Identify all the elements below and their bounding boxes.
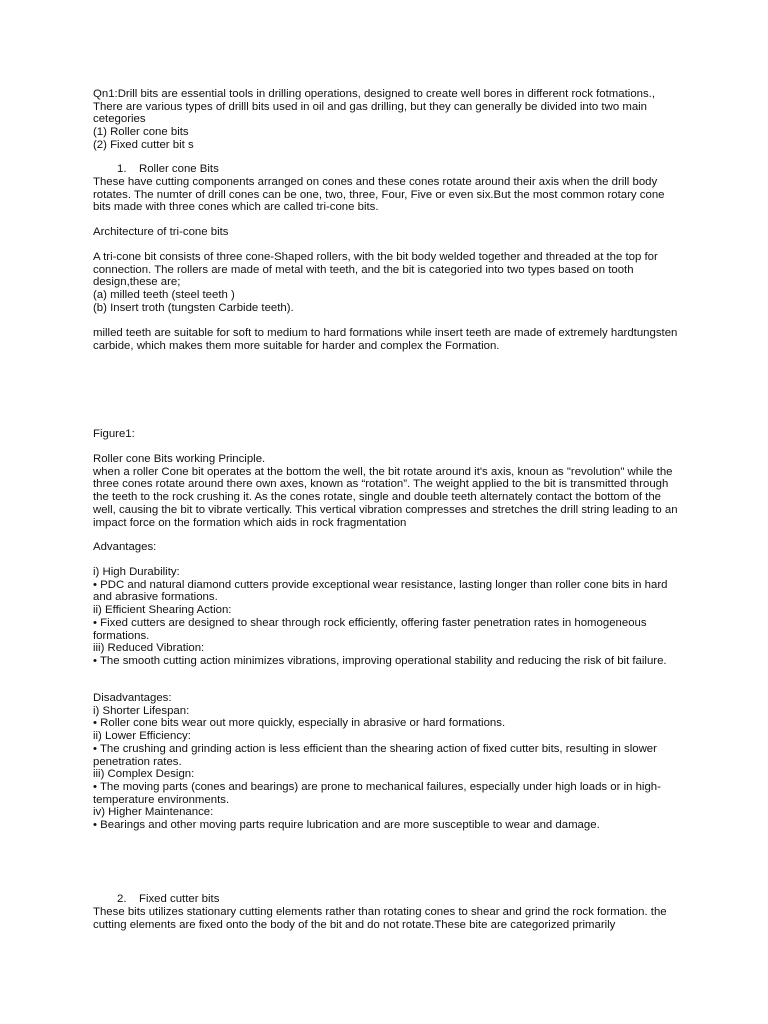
architecture-heading-block	[93, 226, 683, 239]
advantages-list	[93, 566, 683, 668]
intro-item-roller: (1) Roller cone bits	[93, 126, 189, 139]
intro-item-fixed: (2) Fixed cutter bit s	[93, 138, 194, 151]
advantage-text: • PDC and natural diamond cutters provide exceptional wear resistance, lasting longer than roller cone bits in hard and abrasive formations.	[93, 578, 668, 604]
intro-section	[93, 88, 683, 152]
advantage-text: • The smooth cutting action minimizes vibrations, improving operational stability and reducing the risk of bit failure.	[93, 654, 667, 667]
section2-paragraph: These bits utilizes stationary cutting elements rather than rotating cones to shear and grind the rock formation. the cutting elements are fixed onto the body of the bit and do not rotate.These bite are categorized primarily	[93, 906, 667, 931]
architecture-heading: Architecture of tri-cone bits	[93, 226, 229, 238]
disadvantage-text: • Bearings and other moving parts require lubrication and are more susceptible to wear and damage.	[93, 819, 600, 832]
architecture-body-2	[93, 327, 683, 352]
advantages-heading-block	[93, 541, 683, 554]
disadvantage-title: iv) Higher Maintenance:	[93, 806, 214, 819]
architecture-item-a: (a) milled teeth (steel teeth )	[93, 289, 235, 302]
disadvantage-title: iii) Complex Design:	[93, 768, 195, 781]
principle-section	[93, 453, 683, 529]
intro-paragraph: Qn1:Drill bits are essential tools in drilling operations, designed to create well bores in different rock fotmations., There are various types of drilll bits used in oil and gas drilling, but they can generally be divided into two main cetegories	[93, 88, 656, 126]
disadvantage-title: ii) Lower Efficiency:	[93, 730, 191, 743]
disadvantages-heading: Disadvantages:	[93, 692, 172, 704]
architecture-paragraph-2: milled teeth are suitable for soft to medium to hard formations while insert teeth are made of extremely hardtungsten carbide, which makes them more suitable for harder and complex the Formation.	[93, 327, 678, 352]
figure-block	[93, 428, 683, 441]
architecture-item-b: (b) Insert troth (tungsten Carbide teeth).	[93, 301, 294, 314]
principle-paragraph: when a roller Cone bit operates at the bottom the well, the bit rotate around it's axis, knoun as "revolution" while the three cones rotate around there own axes, known as “rotation”. The weight applied to the bit is transmitted through the teeth to the rock crushing it. As the cones rotate, single and double teeth alternately contact the bottom of the well, causing the bit to vibrate vertically. This vertical vibration compresses and stretches the drill string leading to an impact force on the formation which aids in rock fragmentation	[93, 465, 678, 529]
advantage-title: iii) Reduced Vibration:	[93, 642, 205, 655]
section2-number: 2.	[117, 893, 127, 905]
section1-title: Roller cone Bits	[139, 163, 219, 175]
section2-title: Fixed cutter bits	[139, 893, 220, 905]
advantage-title: i) High Durability:	[93, 566, 180, 578]
disadvantage-title: i) Shorter Lifespan:	[93, 704, 190, 717]
disadvantage-text: • The moving parts (cones and bearings) are prone to mechanical failures, especially under high loads or in high-temperature environments.	[93, 780, 661, 806]
principle-heading: Roller cone Bits working Principle.	[93, 453, 266, 465]
section1-paragraph: These have cutting components arranged on cones and these cones rotate around their axis when the drill body rotates. The numter of drill cones can be one, two, three, Four, Five or even six.But the most common rotary cone bits made with three cones which are called tri-cone bits.	[93, 176, 665, 214]
advantage-title: ii) Efficient Shearing Action:	[93, 604, 232, 617]
architecture-body	[93, 251, 683, 315]
disadvantage-text: • Roller cone bits wear out more quickly, especially in abrasive or hard formations.	[93, 717, 506, 730]
section2-heading	[117, 893, 219, 906]
section2-body	[93, 906, 683, 931]
architecture-paragraph: A tri-cone bit consists of three cone-Shaped rollers, with the bit body welded together and threaded at the top for connection. The rollers are made of metal with teeth, and the bit is categoried into two types based on tooth design,these are;	[93, 251, 658, 289]
figure-label: Figure1:	[93, 428, 135, 440]
section1-body	[93, 176, 683, 214]
advantages-heading: Advantages:	[93, 541, 157, 553]
section1-number: 1.	[117, 163, 127, 175]
section1-heading	[117, 163, 219, 176]
disadvantages-list	[93, 692, 683, 832]
disadvantage-text: • The crushing and grinding action is less efficient than the shearing action of fixed cutter bits, resulting in slower penetration rates.	[93, 742, 657, 768]
advantage-text: • Fixed cutters are designed to shear through rock efficiently, offering faster penetration rates in homogeneous formations.	[93, 616, 647, 642]
